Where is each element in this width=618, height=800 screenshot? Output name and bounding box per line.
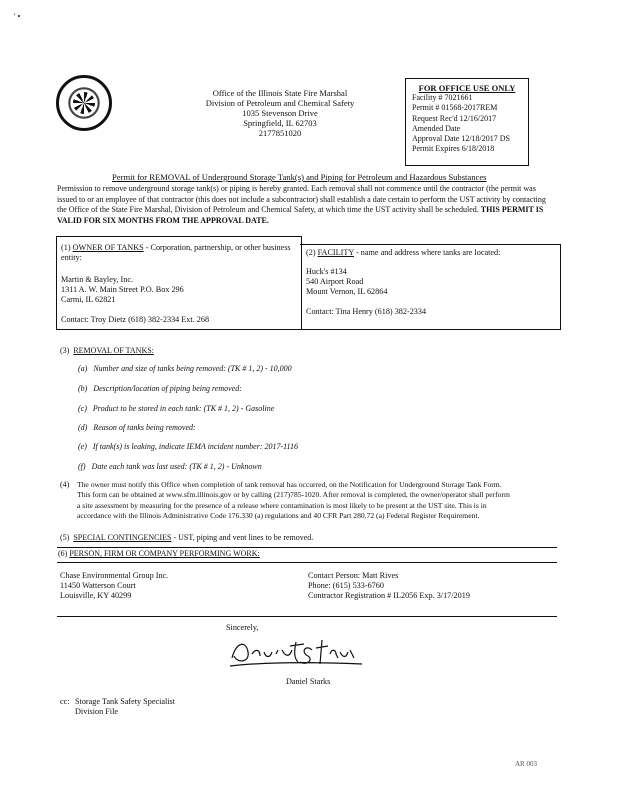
permit-title: Permit for REMOVAL of Underground Storage Tank(s) and Piping for Petroleum and Hazardous Substances [112,172,487,182]
header-line: Office of the Illinois State Fire Marshal [212,88,348,98]
request-received: Request Rec'd 12/16/2017 [412,113,497,123]
facility-box [300,244,561,330]
amended-date: Amended Date [412,123,461,133]
removal-item-f [78,462,262,471]
owner-line: Martin & Bayley, Inc. [61,275,133,284]
item-label: (e) [78,442,87,451]
approval-date: Approval Date 12/18/2017 DS [412,134,510,144]
contractor-contact-line: Contractor Registration # IL2056 Exp. 3/17/2019 [308,591,470,600]
header-line: 1035 Stevenson Drive [242,108,318,118]
cc-line: Division File [75,707,118,716]
facility-number: Facility # 7021661 [412,93,473,102]
facility-heading [306,248,500,258]
removal-item-a [78,364,292,373]
section4-line: The owner must notify this Office when completion of tank removal has occurred, on the Notification for Underground Storage Tank Form. [77,480,502,489]
owner-contact: Contact: Troy Dietz (618) 382-2334 Ext. 268 [61,315,210,324]
owner-box [56,236,302,330]
facility-heading-rest: - name and address where tanks are located: [353,248,501,257]
owner-heading-rest: - Corporation, partnership, or other business entity: [61,243,291,262]
facility-line: 540 Airport Road [306,277,364,286]
item-label: (b) [78,384,88,393]
section6-heading [58,549,260,558]
header-line: 2177851020 [258,128,302,138]
office-use-title: FOR OFFICE USE ONLY [418,83,516,93]
removal-item-e [78,442,298,451]
owner-heading [61,243,297,263]
header-line: Springfield, IL 62703 [243,118,317,128]
item-label: (a) [78,364,88,373]
removal-heading [60,346,154,355]
section5 [60,533,313,542]
contractor-contact-line: Contact Person: Matt Rives [308,571,399,580]
section4-num: (4) [60,480,70,489]
item-label: (c) [78,404,87,413]
facility-line: Mount Vernon, IL 62864 [306,287,388,296]
header-line: Division of Petroleum and Chemical Safety [205,98,355,108]
contractor-line: Louisville, KY 40299 [60,591,132,600]
agency-header [195,88,365,138]
cc-line: Storage Tank Safety Specialist [75,697,176,706]
item-text: Description/location of piping being removed: [93,384,242,393]
section6-num: (6) [58,549,68,558]
bates-number: AR 003 [515,760,537,768]
removal-heading-label: REMOVAL OF TANKS: [73,346,154,355]
item-text: If tank(s) is leaking, indicate IEMA incident number: 2017-1116 [92,442,298,451]
item-label: (f) [78,462,86,471]
section4-line: a site assessment by measuring for the presence of a release where contamination is most likely to be present at the UST site. This is in [77,500,487,510]
section5-rest: - UST, piping and vent lines to be removed. [171,533,314,542]
item-text: Reason of tanks being removed: [93,423,196,432]
cc-label: cc: [60,697,70,706]
contractor-line: Chase Environmental Group Inc. [60,571,169,580]
removal-item-b [78,384,242,393]
item-text: Number and size of tanks being removed: (TK # 1, 2) - 10,000 [93,364,292,373]
owner-line: Carmi, IL 62821 [61,295,116,304]
section5-num: (5) [60,533,70,542]
section6-divider [57,562,557,563]
facility-heading-label: FACILITY [317,248,354,257]
section4-text [77,480,557,521]
contractor-box [57,547,557,617]
section6-heading-label: PERSON, FIRM OR COMPANY PERFORMING WORK: [69,549,260,558]
signature [226,632,366,670]
intro-paragraph [57,184,557,226]
office-use-box [405,78,529,166]
intro-text: Permission to remove underground storage tank(s) or piping is hereby granted. Each removal shall not commence until the contractor (the permit was issued to or an employee of that contractor (this does not include a subcontractor) shall establish a date certain to perform the UST activity by contacting the Office of the State Fire Marshal, Division of Petroleum and Chemical Safety, at which time the UST activity shall be scheduled. [57,184,546,214]
permit-number: Permit # 01568-2017REM [412,103,498,113]
removal-item-c [78,404,274,413]
section5-heading: SPECIAL CONTINGENCIES [73,533,172,542]
removal-item-d [78,423,196,432]
sincerely: Sincerely, [226,623,259,632]
item-label: (d) [78,423,88,432]
removal-num: (3) [60,346,70,355]
state-fire-marshal-seal [56,75,112,131]
section4-line: This form can be obtained at www.sfm.illinois.gov or by calling (217)785-1020. After removal is completed, the owner/operator shall perform [77,490,510,500]
item-text: Date each tank was last used: (TK # 1, 2) - Unknown [91,462,262,471]
signer-name: Daniel Starks [286,677,331,686]
facility-num: (2) [306,248,316,257]
facility-line: Huck's #134 [306,267,347,276]
contractor-line: 11450 Watterson Court [60,581,136,590]
owner-line: 1311 A. W. Main Street P.O. Box 296 [61,285,184,294]
owner-num: (1) [61,243,71,252]
item-text: Product to be stored in each tank: (TK # 1, 2) - Gasoline [92,404,275,413]
intro-validity: THIS PERMIT IS VALID FOR SIX MONTHS FROM THE APPROVAL DATE. [57,205,544,225]
permit-expires: Permit Expires 6/18/2018 [412,144,495,154]
facility-contact: Contact: Tina Henry (618) 382-2334 [306,307,427,316]
section4-line: accordance with the Illinois Administrative Code 176.330 (a) regulations and 40 CFR Part 280.72 (a) Federal Register Requirement. [77,510,480,520]
corner-marks: ' • [14,12,21,21]
contractor-contact-line: Phone: (615) 533-6760 [308,581,384,590]
owner-heading-label: OWNER OF TANKS [72,243,144,252]
